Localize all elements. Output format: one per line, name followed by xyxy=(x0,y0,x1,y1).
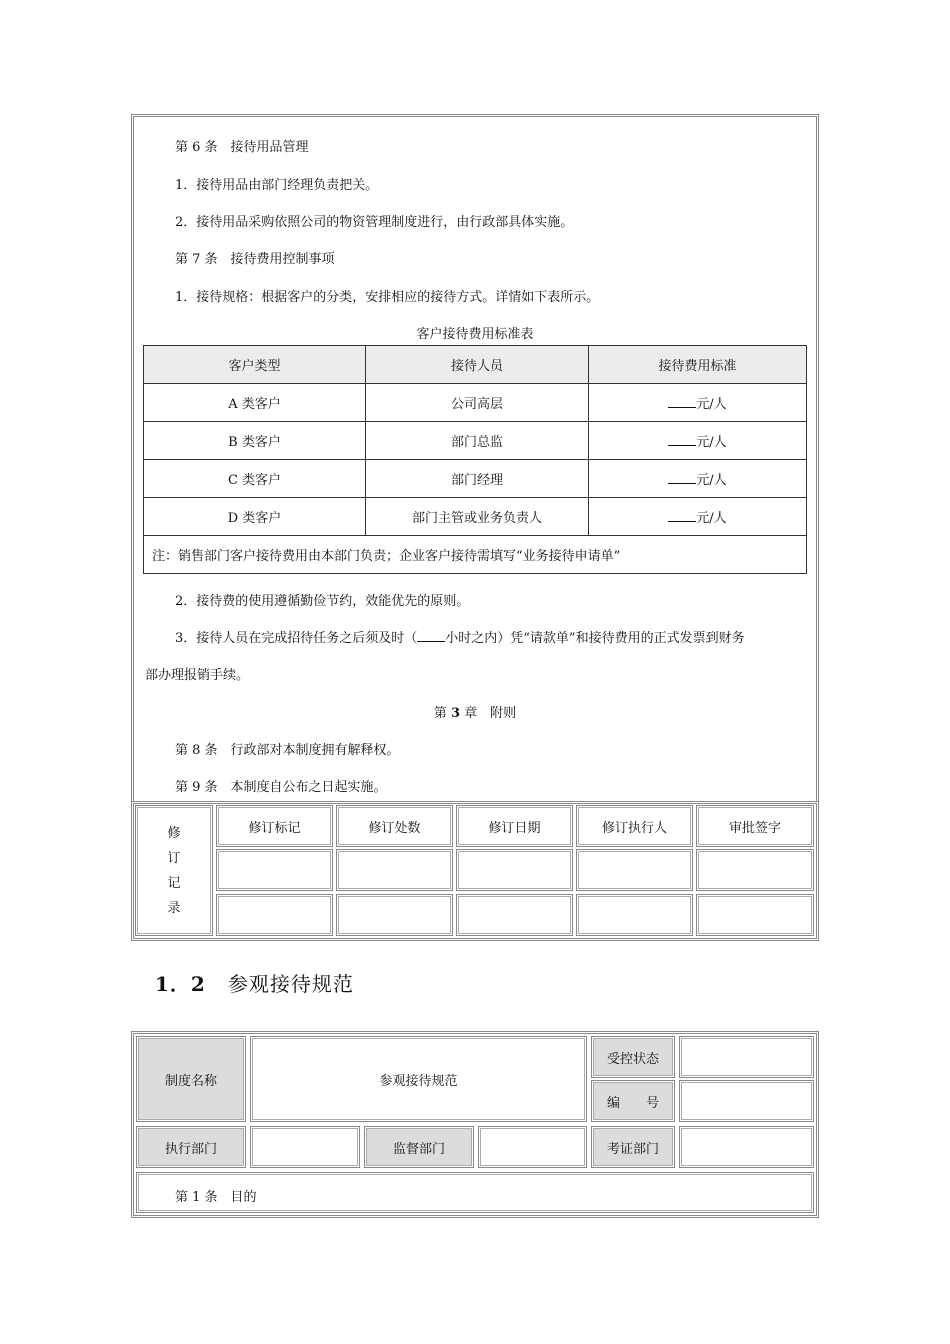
section-number: 1．2 xyxy=(155,972,206,996)
table-note-row xyxy=(144,536,807,574)
chapter-number: 3 xyxy=(450,706,461,721)
table-header-row xyxy=(144,346,807,384)
table-row xyxy=(144,422,807,460)
audit-dept-field[interactable] xyxy=(679,1126,814,1168)
revision-input-cell[interactable] xyxy=(336,849,453,891)
cell-customer-type: A 类客户 xyxy=(144,384,366,422)
article-6-item-2: 2．接待用品采购依照公司的物资管理制度进行，由行政部具体实施。 xyxy=(175,215,574,230)
cost-unit: 元/人 xyxy=(696,435,727,450)
revision-header-count: 修订处数 xyxy=(336,805,453,847)
blank-line[interactable] xyxy=(668,472,696,484)
revision-header-approval: 审批签字 xyxy=(696,805,814,847)
cell-customer-type: D 类客户 xyxy=(144,498,366,536)
header-receptionist: 接待人员 xyxy=(366,346,589,384)
table-note: 注：销售部门客户接待费用由本部门负责；企业客户接待需填写“业务接待申请单” xyxy=(144,536,807,574)
label-char: 订 xyxy=(167,850,181,866)
revision-header-mark: 修订标记 xyxy=(216,805,333,847)
blank-line[interactable] xyxy=(668,434,696,446)
section-title: 参观接待规范 xyxy=(227,972,354,996)
revision-input-cell[interactable] xyxy=(696,894,814,936)
table-row xyxy=(144,384,807,422)
cell-receptionist: 部门总监 xyxy=(366,422,589,460)
supervise-dept-label: 监督部门 xyxy=(364,1126,474,1168)
cost-unit: 元/人 xyxy=(696,511,727,526)
reception-cost-table xyxy=(143,345,807,574)
item-3-text-b: 小时之内）凭“请款单”和接待费用的正式发票到财务 xyxy=(445,631,745,646)
revision-input-cell[interactable] xyxy=(456,894,573,936)
revision-input-cell[interactable] xyxy=(576,894,693,936)
revision-input-cell[interactable] xyxy=(336,894,453,936)
label-char: 录 xyxy=(167,900,181,916)
cost-unit: 元/人 xyxy=(696,473,727,488)
chapter-suffix: 章 附则 xyxy=(464,706,517,721)
number-field[interactable] xyxy=(679,1080,814,1122)
header-customer-type: 客户类型 xyxy=(144,346,366,384)
cell-receptionist: 公司高层 xyxy=(366,384,589,422)
revision-input-cell[interactable] xyxy=(456,849,573,891)
exec-dept-field[interactable] xyxy=(250,1126,360,1168)
table-caption: 客户接待费用标准表 xyxy=(416,327,534,342)
control-status-label: 受控状态 xyxy=(591,1036,675,1078)
chapter-prefix: 第 xyxy=(433,706,447,721)
cell-customer-type: B 类客户 xyxy=(144,422,366,460)
blank-line[interactable] xyxy=(417,630,445,642)
cell-receptionist: 部门经理 xyxy=(366,460,589,498)
control-status-field[interactable] xyxy=(679,1036,814,1078)
label-char: 记 xyxy=(167,875,181,891)
article-7-item-1: 1．接待规格：根据客户的分类，安排相应的接待方式。详情如下表所示。 xyxy=(175,290,600,305)
supervise-dept-field[interactable] xyxy=(478,1126,587,1168)
cell-cost xyxy=(589,498,807,536)
article-6-title: 第 6 条 接待用品管理 xyxy=(175,140,309,155)
regulation-name-value: 参观接待规范 xyxy=(250,1036,587,1122)
blank-line[interactable] xyxy=(668,396,696,408)
cell-customer-type: C 类客户 xyxy=(144,460,366,498)
cell-cost xyxy=(589,384,807,422)
article-7-title: 第 7 条 接待费用控制事项 xyxy=(175,252,335,267)
cell-receptionist: 部门主管或业务负责人 xyxy=(366,498,589,536)
revision-header-date: 修订日期 xyxy=(456,805,573,847)
article-7-item-3 xyxy=(175,627,745,646)
revision-record-label xyxy=(135,805,213,936)
revision-input-cell[interactable] xyxy=(216,849,333,891)
number-label: 编 号 xyxy=(591,1080,675,1122)
revision-input-cell[interactable] xyxy=(696,849,814,891)
audit-dept-label: 考证部门 xyxy=(591,1126,675,1168)
revision-input-cell[interactable] xyxy=(576,849,693,891)
article-8: 第 8 条 行政部对本制度拥有解释权。 xyxy=(175,743,400,758)
exec-dept-label: 执行部门 xyxy=(136,1126,246,1168)
item-3-text-a: 3．接待人员在完成招待任务之后须及时（ xyxy=(175,631,418,646)
article-9: 第 9 条 本制度自公布之日起实施。 xyxy=(175,780,387,795)
cell-cost xyxy=(589,422,807,460)
revision-input-cell[interactable] xyxy=(216,894,333,936)
chapter-3-heading xyxy=(131,702,819,721)
label-char: 修 xyxy=(167,825,181,841)
article-1-title: 第 1 条 目的 xyxy=(175,1190,257,1205)
cell-cost xyxy=(589,460,807,498)
header-cost-standard: 接待费用标准 xyxy=(589,346,807,384)
blank-line[interactable] xyxy=(668,510,696,522)
cost-unit: 元/人 xyxy=(696,397,727,412)
regulation-body-cell xyxy=(136,1172,814,1213)
article-7-item-3-cont: 部办理报销手续。 xyxy=(145,668,250,683)
regulation-name-label: 制度名称 xyxy=(136,1036,246,1122)
revision-header-executor: 修订执行人 xyxy=(576,805,693,847)
article-7-item-2: 2．接待费的使用遵循勤俭节约，效能优先的原则。 xyxy=(175,594,470,609)
article-6-item-1: 1．接待用品由部门经理负责把关。 xyxy=(175,178,379,193)
section-heading xyxy=(155,968,354,997)
table-row xyxy=(144,498,807,536)
table-row xyxy=(144,460,807,498)
